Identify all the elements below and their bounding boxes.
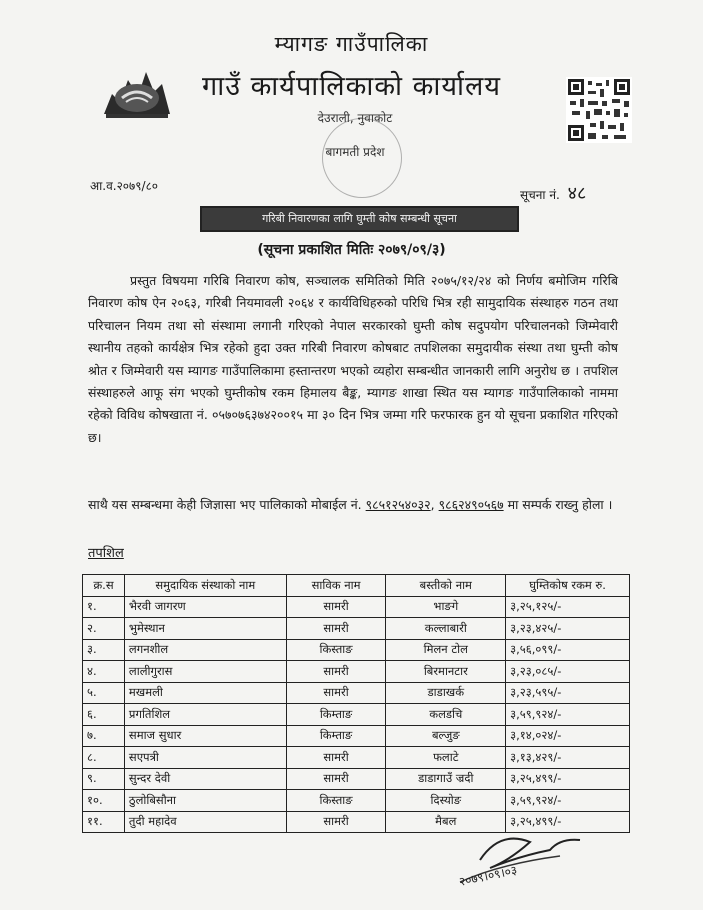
notice-title: गरिबी निवारणका लागि घुम्ती कोष सम्बन्धी सूचना <box>200 206 519 232</box>
organization-table <box>82 574 630 833</box>
office-location: देउराली, नुवाकोट <box>317 111 393 125</box>
cell-serial: ५. <box>83 682 125 704</box>
cell-org: लालीगुरास <box>124 661 286 683</box>
cell-amount: ३,५६,०९९/- <box>506 639 630 661</box>
cell-former: सामरी <box>286 747 386 769</box>
header-serial: क्र.स <box>83 575 125 597</box>
table-row <box>83 596 630 618</box>
header-settlement: बस्तीको नाम <box>386 575 506 597</box>
cell-settlement: भाङगे <box>386 596 506 618</box>
cell-settlement: कल्लाबारी <box>386 618 506 640</box>
cell-amount: ३,१३,४२९/- <box>506 747 630 769</box>
cell-amount: ३,२३,५९५/- <box>506 682 630 704</box>
table-row <box>83 768 630 790</box>
cell-org: सएपत्री <box>124 747 286 769</box>
cell-former: सामरी <box>286 768 386 790</box>
cell-amount: ३,२५,४९९/- <box>506 768 630 790</box>
cell-amount: ३,२५,४९९/- <box>506 811 630 833</box>
cell-settlement: डाडागाउँ ज्रदी <box>386 768 506 790</box>
cell-serial: ७. <box>83 725 125 747</box>
cell-settlement: मिलन टोल <box>386 639 506 661</box>
signature-date: २०७९।०९।०३ <box>457 862 519 889</box>
cell-org: समाज सुधार <box>124 725 286 747</box>
cell-org: मखमली <box>124 682 286 704</box>
office-name: गाउँ कार्यपालिकाको कार्यालय <box>202 71 501 102</box>
table-row <box>83 618 630 640</box>
contact-separator: , <box>430 497 435 512</box>
cell-former: सामरी <box>286 661 386 683</box>
table-row <box>83 661 630 683</box>
fiscal-year: आ.व.२०७९/८० <box>90 179 159 193</box>
header-org-name: समुदायिक संस्थाको नाम <box>124 575 286 597</box>
cell-amount: ३,२३,०८५/- <box>506 661 630 683</box>
cell-settlement: बल्जुङ <box>386 725 506 747</box>
header-former-name: साविक नाम <box>286 575 386 597</box>
contact-note <box>88 494 628 516</box>
table-header-row <box>83 575 630 597</box>
cell-org: भैरवी जागरण <box>124 596 286 618</box>
table-row <box>83 747 630 769</box>
cell-serial: ६. <box>83 704 125 726</box>
municipality-name: म्यागङ गाउँपालिका <box>274 32 429 56</box>
cell-settlement: कलडचि <box>386 704 506 726</box>
details-heading: तपशिल <box>88 546 124 561</box>
cell-settlement: फलाटे <box>386 747 506 769</box>
cell-serial: ११. <box>83 811 125 833</box>
contact-phone-1[interactable]: ९८५१२५४०३२ <box>365 497 431 512</box>
cell-org: लगनशील <box>124 639 286 661</box>
cell-former: किम्ताङ <box>286 704 386 726</box>
cell-org: भुमेस्थान <box>124 618 286 640</box>
publish-date: (सूचना प्रकाशित मितिः २०७९/०९/३) <box>257 242 446 258</box>
table-row <box>83 790 630 812</box>
cell-serial: २. <box>83 618 125 640</box>
contact-text: साथै यस सम्बन्धमा केही जिज्ञासा भए पालिकाको मोबाईल नं. <box>88 497 362 512</box>
cell-serial: ४. <box>83 661 125 683</box>
office-province: बागमती प्रदेश <box>325 145 385 159</box>
cell-former: सामरी <box>286 596 386 618</box>
cell-former: सामरी <box>286 618 386 640</box>
notice-number: ४८ <box>567 183 587 204</box>
cell-org: ठुलोबिसौना <box>124 790 286 812</box>
cell-former: सामरी <box>286 682 386 704</box>
cell-org: प्रगतिशिल <box>124 704 286 726</box>
cell-amount: ३,१४,०२४/- <box>506 725 630 747</box>
cell-settlement: बिरमानटार <box>386 661 506 683</box>
cell-org: तुदी महादेव <box>124 811 286 833</box>
cell-settlement: डाडाखर्क <box>386 682 506 704</box>
table-row <box>83 725 630 747</box>
cell-settlement: दिस्योङ <box>386 790 506 812</box>
cell-settlement: मैबल <box>386 811 506 833</box>
notice-number-label: सूचना नं. <box>520 188 560 202</box>
cell-amount: ३,२५,१२५/- <box>506 596 630 618</box>
notice-ref <box>520 181 586 205</box>
cell-amount: ३,२३,४२५/- <box>506 618 630 640</box>
cell-serial: ८. <box>83 747 125 769</box>
cell-org: सुन्दर देवी <box>124 768 286 790</box>
signature <box>440 820 620 900</box>
cell-former: किस्ताङ <box>286 639 386 661</box>
contact-phone-2[interactable]: ९८६२४९०५६७ <box>438 497 504 512</box>
table-row <box>83 704 630 726</box>
cell-serial: १०. <box>83 790 125 812</box>
cell-serial: १. <box>83 596 125 618</box>
cell-serial: ९. <box>83 768 125 790</box>
header-amount: घुम्तिकोष रकम रु. <box>506 575 630 597</box>
table-row <box>83 682 630 704</box>
cell-amount: ३,५९,९२४/- <box>506 790 630 812</box>
notice-body <box>88 270 618 449</box>
qr-code-icon <box>566 77 632 143</box>
table-row <box>83 639 630 661</box>
cell-amount: ३,५९,९२४/- <box>506 704 630 726</box>
cell-serial: ३. <box>83 639 125 661</box>
contact-tail: मा सम्पर्क राख्नु होला । <box>507 497 613 512</box>
notice-body-text: प्रस्तुत विषयमा गरिबि निवारण कोष, सञ्चालक समितिको मिति २०७५/१२/२४ को निर्णय बमोजिम गरिबि निवारण कोष ऐन २०६३, गरिबी नियमावली २०६४ र कार्यविधिहरुको परिधि भित्र रही सामुदायिक संस्थाहरु गठन तथा परिचालन नियम तथा सो संस्थामा लगानी गरिएको नेपाल सरकारको घुम्ती कोष सदुपयोग परिचालनको जिम्मेवारी स्थानीय तहको कार्यक्षेत्र भित्र रहेको हुदा उक्त गरिबी निवारण कोषबाट तपशिलका समुदायीक संस्था तथा घुम्ती कोष श्रोत र जिम्मेवारी यस म्यागङ गाउँपालिकामा हस्तान्तरण भएको व्यहोरा सम्बन्धीत जानकारी लागि अनुरोध छ । तपशिल संस्थाहरुले आफू संग भएको घुम्तीकोष रकम हिमालय बैङ्क, म्यागङ शाखा स्थित यस म्यागङ गाउँपालिकाको नाममा रहेको विविध कोषखाता नं. ०५७०७६३७४२००१५ मा ३० दिन भित्र जम्मा गरि फरफारक हुन यो सूचना प्रकाशित गरिएको छ। <box>88 273 618 445</box>
office-address <box>300 110 410 190</box>
cell-former: किम्ताङ <box>286 725 386 747</box>
cell-former: किस्ताङ <box>286 790 386 812</box>
cell-former: सामरी <box>286 811 386 833</box>
